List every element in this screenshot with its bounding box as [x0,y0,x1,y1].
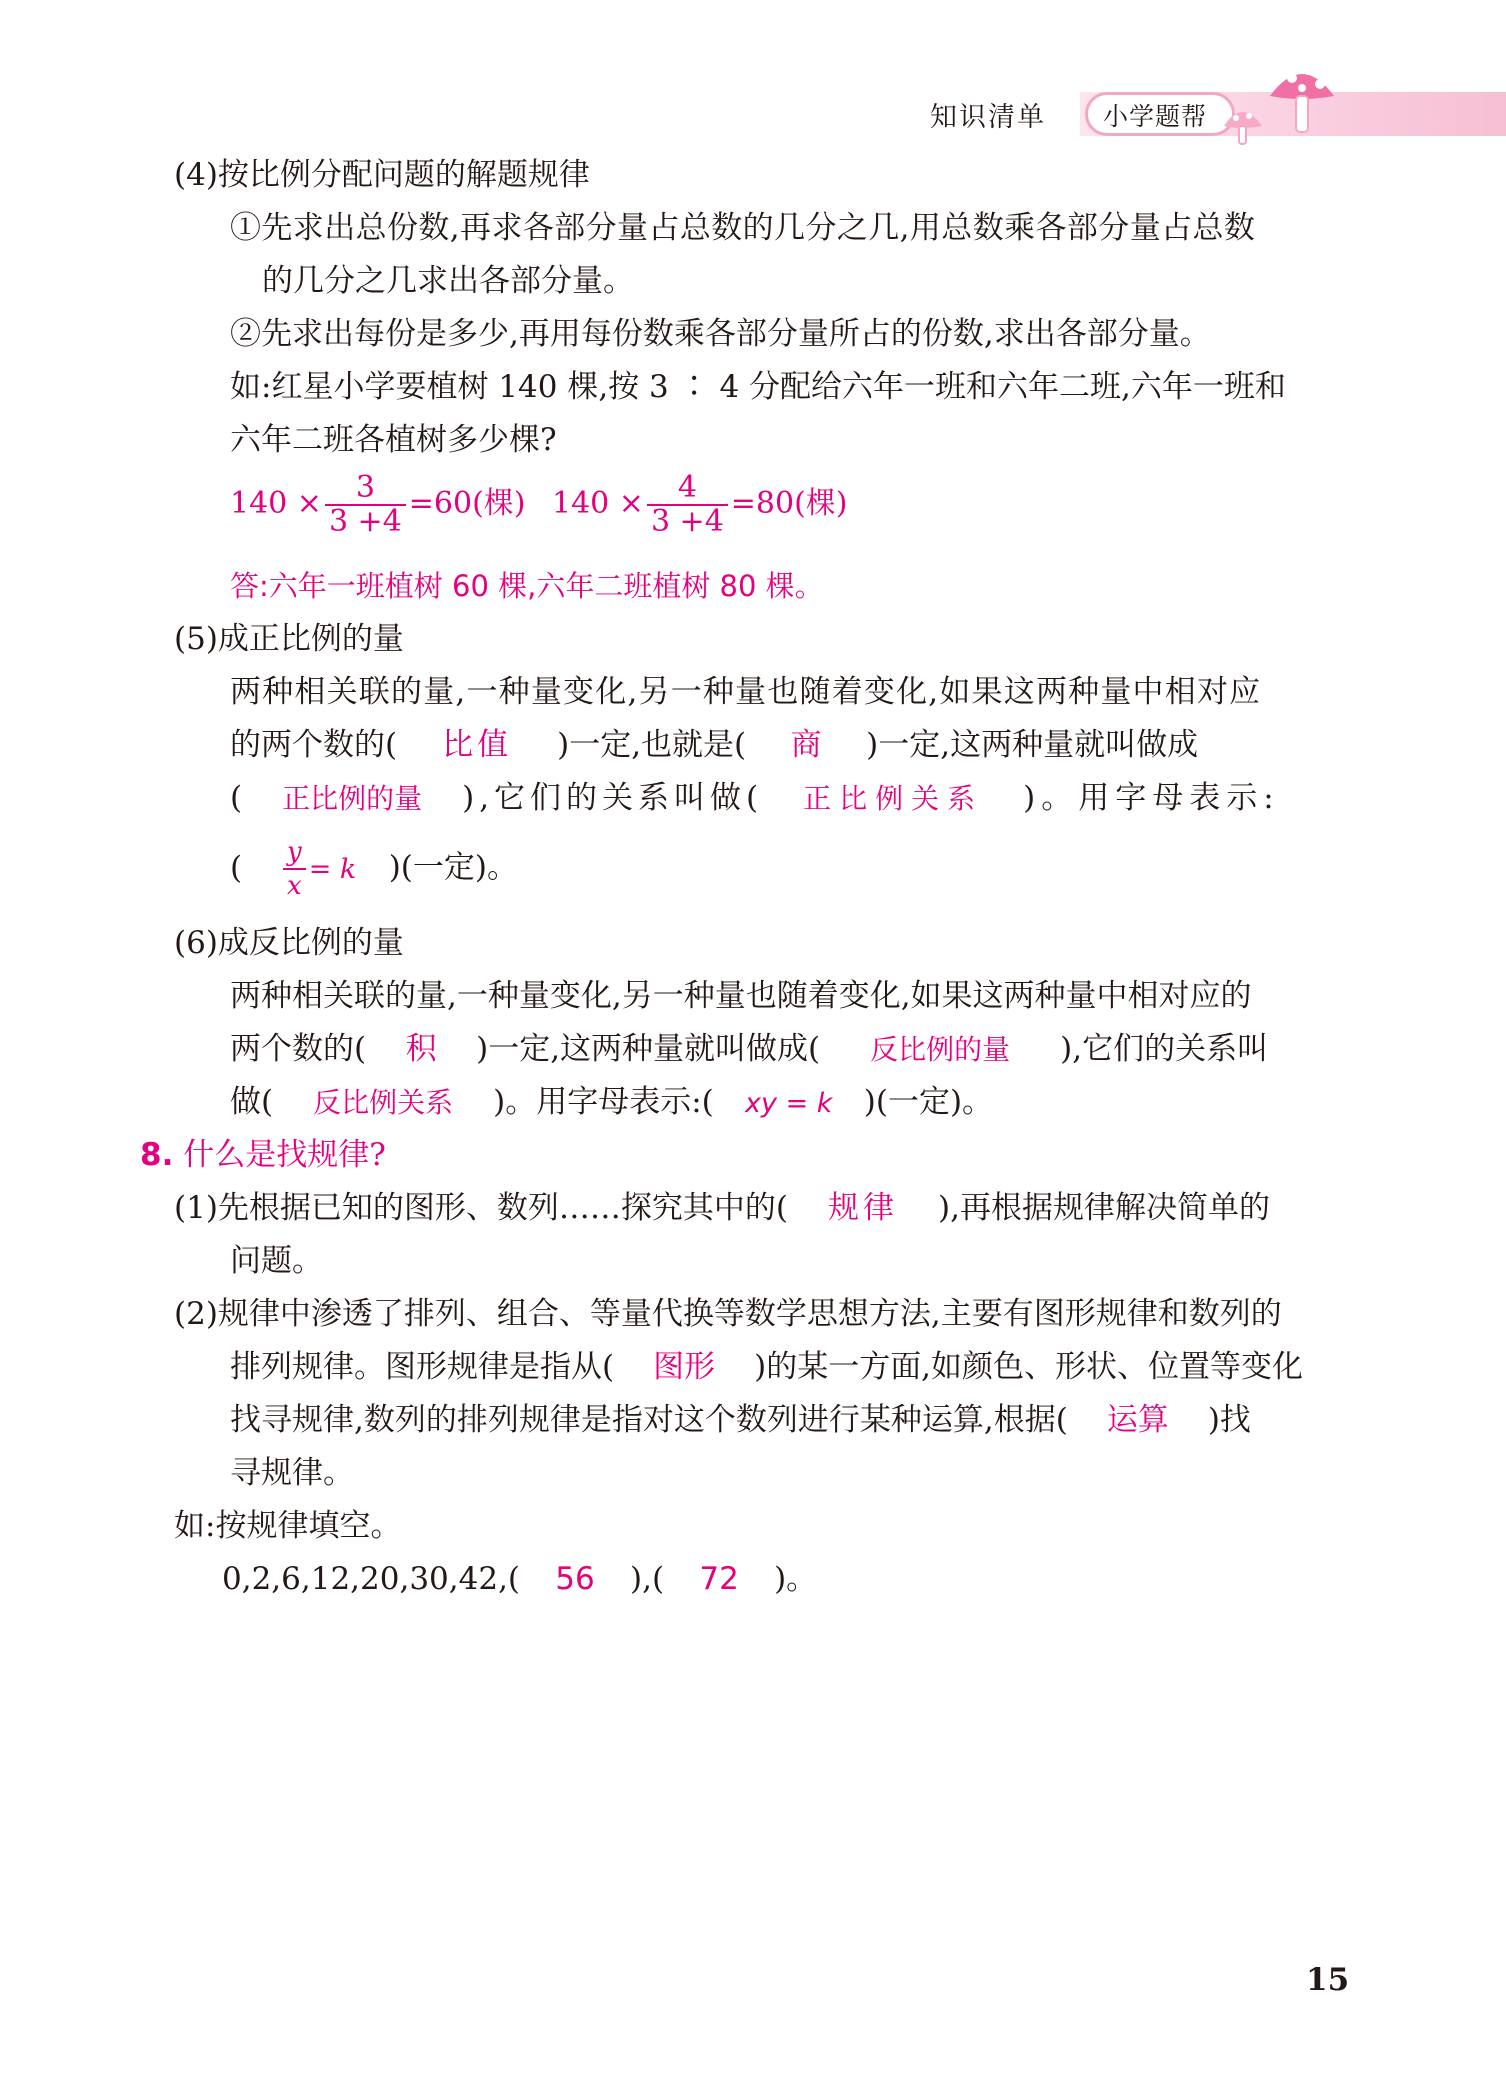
s6-line3 [230,1082,993,1124]
s4-answer: 答:六年一班植树 60 棵,六年二班植树 80 棵。 [230,569,824,603]
s6-answer-inverse-quantity: 反比例的量 [870,1033,1011,1066]
s5-line1: 两种相关联的量,一种量变化,另一种量也随着变化,如果这两种量中相对应 [230,674,1262,710]
s8-seq-text-c: )。 [774,1561,818,1597]
s8-p1-text-b: ),再根据规律解决简单的 [938,1190,1270,1226]
s8-p2-line1: (2)规律中渗透了排列、组合、等量代换等数学思想方法,主要有图形规律和数列的 [174,1296,1282,1332]
s5-line3 [230,778,1280,819]
s5-answer-ratio: 比值 [442,727,513,763]
s5-answer-direct-quantity: 正比例的量 [282,782,423,815]
s6-answer-product: 积 [405,1031,437,1067]
s6-l2-text-b: )一定,这两种量就叫做成( [476,1031,821,1067]
s4-method1-line1: ①先求出总份数,再求各部分量占总数的几分之几,用总数乘各部分量占总数 [230,210,1256,246]
s8-title [140,1135,386,1175]
s4-calc-1 [230,472,526,538]
s5-answer-direct-relation: 正比例关系 [803,782,984,815]
s6-l2-text-a: 两个数的( [230,1031,367,1067]
calc2-fraction [647,472,728,538]
s4-calc-2 [552,472,848,538]
s5-l2-text-b: )一定,也就是( [557,727,747,763]
s4-method1-line2: 的几分之几求出各部分量。 [262,263,634,299]
s8-p2-line4: 寻规律。 [230,1455,354,1491]
s8-p1-line2: 问题。 [230,1243,323,1279]
page-number: 15 [1306,1962,1350,1998]
s8-answer-rule: 规律 [828,1190,899,1226]
s4-example-line2: 六年二班各植树多少棵? [230,422,557,458]
s6-l2-text-c: ),它们的关系叫 [1060,1031,1269,1067]
s5-l4-text-b: )(一定)。 [388,849,518,886]
s5-heading: (5)成正比例的量 [174,621,404,657]
s8-example: 如:按规律填空。 [174,1508,402,1544]
s8-answer-56: 56 [555,1561,595,1597]
s5-l3-text-c: )。用字母表示: [1023,780,1280,816]
s8-answer-operation: 运算 [1106,1402,1169,1438]
s6-heading: (6)成反比例的量 [174,925,404,961]
s8-p2-line3 [230,1400,1251,1440]
s8-p2-line2 [230,1347,1303,1387]
calc2-result: =80(棵) [730,486,848,521]
s8-p2-l3-text-b: )找 [1207,1402,1251,1438]
s5-formula-denominator: x [283,868,306,902]
s5-formula-numerator: y [287,837,302,867]
calc1-prefix: 140 × [230,486,322,521]
s6-answer-inverse-relation: 反比例关系 [313,1086,454,1119]
calc2-denominator: 3 +4 [647,504,728,538]
s8-p1-text-a: (1)先根据已知的图形、数列……探究其中的( [174,1190,789,1226]
calc1-result: =60(棵) [408,486,526,521]
s8-number: 8. [140,1137,174,1173]
s8-answer-72: 72 [699,1561,739,1597]
s8-seq-text-a: 0,2,6,12,20,30,42,( [222,1561,521,1597]
s4-example-line1: 如:红星小学要植树 140 棵,按 3 ∶ 4 分配给六年一班和六年二班,六年一班和 [230,369,1286,405]
s5-l4-text-a: ( [230,849,243,886]
calc1-numerator: 3 [355,470,375,505]
s5-l2-text-c: )一定,这两种量就叫做成 [866,727,1199,763]
s8-sequence [222,1559,817,1599]
calc2-prefix: 140 × [552,486,644,521]
s8-seq-text-b: ),( [630,1561,665,1597]
header-section-title: 知识清单 [930,102,1046,133]
s6-line1: 两种相关联的量,一种量变化,另一种量也随着变化,如果这两种量中相对应的 [230,978,1252,1014]
s8-p1-line1 [174,1188,1270,1228]
s8-p2-l2-text-b: )的某一方面,如颜色、形状、位置等变化 [754,1349,1304,1385]
s5-formula-equals: = k [308,853,357,885]
s5-formula-fraction [283,836,306,902]
s8-answer-figure: 图形 [653,1349,716,1385]
s8-title-text: 什么是找规律? [183,1137,386,1173]
s6-formula: xy = k [745,1088,833,1119]
s6-line2 [230,1029,1268,1070]
s5-l2-text-a: 的两个数的( [230,727,398,763]
s5-l3-text-b: ),它们的关系叫做( [462,780,764,816]
s4-method2: ②先求出每份是多少,再用每份数乘各部分量所占的份数,求出各部分量。 [230,316,1211,352]
calc1-fraction [325,472,406,538]
header-brand: 小学题帮 [1103,102,1208,131]
s6-l3-text-b: )。用字母表示:( [493,1084,714,1120]
mushroom-icon [1222,56,1340,146]
s5-line4 [230,836,518,902]
s8-p2-l3-text-a: 找寻规律,数列的排列规律是指对这个数列进行某种运算,根据( [230,1402,1068,1438]
s5-answer-quotient: 商 [790,727,822,763]
calc1-denominator: 3 +4 [325,504,406,538]
s8-p2-l2-text-a: 排列规律。图形规律是指从( [230,1349,615,1385]
s6-l3-text-a: 做( [230,1084,274,1120]
s4-heading: (4)按比例分配问题的解题规律 [174,157,590,193]
s5-line2 [230,725,1198,765]
s5-l3-text-a: ( [230,780,243,816]
s6-l3-text-c: )(一定)。 [863,1084,994,1120]
calc2-numerator: 4 [677,470,697,505]
